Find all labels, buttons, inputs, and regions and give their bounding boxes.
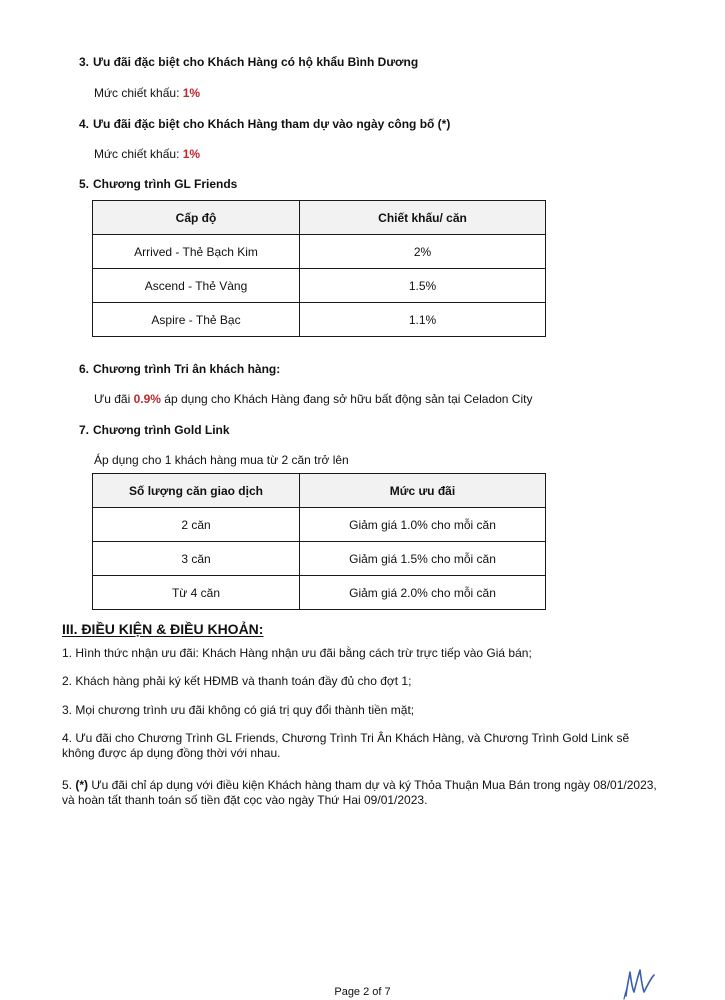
table-header-row <box>93 474 546 508</box>
item-4-number: 4. <box>79 117 90 131</box>
table-cell: 2 căn <box>93 508 300 542</box>
item-3-discount-label: Mức chiết khấu: <box>94 86 183 100</box>
condition-5 <box>62 778 662 808</box>
item-6-post: áp dụng cho Khách Hàng đang sở hữu bất động sản tại Celadon City <box>160 392 533 406</box>
table-cell: Arrived - Thẻ Bạch Kim <box>93 235 300 269</box>
table-cell: Ascend - Thẻ Vàng <box>93 269 300 303</box>
item-5-heading <box>79 177 237 191</box>
table-row <box>93 235 546 269</box>
table-header-cell: Mức ưu đãi <box>300 474 546 508</box>
table-row <box>93 542 546 576</box>
condition-2: 2. Khách hàng phải ký kết HĐMB và thanh toán đầy đủ cho đợt 1; <box>62 674 412 688</box>
item-7-title: Chương trình Gold Link <box>93 423 230 437</box>
table-header-cell: Chiết khấu/ căn <box>300 201 546 235</box>
item-4-discount <box>94 147 200 161</box>
condition-4: 4. Ưu đãi cho Chương Trình GL Friends, Chương Trình Tri Ân Khách Hàng, và Chương Trình Gold Link sẽ không được áp dụng đồng thời với nhau. <box>62 731 630 760</box>
item-6-title: Chương trình Tri ân khách hàng: <box>93 362 281 376</box>
item-6-value: 0.9% <box>133 392 161 406</box>
gl-friends-table <box>92 200 546 337</box>
item-7-heading <box>79 423 230 437</box>
item-4-discount-label: Mức chiết khấu: <box>94 147 183 161</box>
table-cell: Từ 4 căn <box>93 576 300 610</box>
item-7-number: 7. <box>79 423 90 437</box>
item-5-title: Chương trình GL Friends <box>93 177 238 191</box>
table-cell: 1.1% <box>300 303 546 337</box>
table-header-cell: Số lượng căn giao dịch <box>93 474 300 508</box>
condition-5-mark: (*) <box>75 778 89 792</box>
table-row <box>93 269 546 303</box>
condition-5-number: 5. <box>62 778 76 792</box>
table-header-cell: Cấp độ <box>93 201 300 235</box>
item-4-title: Ưu đãi đặc biệt cho Khách Hàng tham dự vào ngày công bố (*) <box>93 117 451 131</box>
item-4-heading <box>79 117 450 131</box>
gold-link-table <box>92 473 546 610</box>
table-row <box>93 508 546 542</box>
item-3-discount-value: 1% <box>182 86 201 100</box>
section-3-title: III. ĐIỀU KIỆN & ĐIỀU KHOẢN: <box>62 621 264 637</box>
item-3-heading <box>79 55 418 69</box>
condition-1: 1. Hình thức nhận ưu đãi: Khách Hàng nhận ưu đãi bằng cách trừ trực tiếp vào Giá bán; <box>62 646 532 660</box>
item-6-description <box>94 392 532 406</box>
table-cell: 2% <box>300 235 546 269</box>
table-cell: Aspire - Thẻ Bạc <box>93 303 300 337</box>
item-3-number: 3. <box>79 55 90 69</box>
item-5-number: 5. <box>79 177 90 191</box>
item-6-number: 6. <box>79 362 90 376</box>
item-7-intro: Áp dụng cho 1 khách hàng mua từ 2 căn trở lên <box>94 453 349 467</box>
table-header-row <box>93 201 546 235</box>
condition-3: 3. Mọi chương trình ưu đãi không có giá trị quy đổi thành tiền mặt; <box>62 703 415 717</box>
item-4-discount-value: 1% <box>182 147 201 161</box>
table-cell: Giảm giá 1.5% cho mỗi căn <box>300 542 546 576</box>
item-3-discount <box>94 86 200 100</box>
table-cell: Giảm giá 2.0% cho mỗi căn <box>300 576 546 610</box>
item-6-pre: Ưu đãi <box>94 392 134 406</box>
table-row <box>93 303 546 337</box>
table-cell: 1.5% <box>300 269 546 303</box>
table-cell: Giảm giá 1.0% cho mỗi căn <box>300 508 546 542</box>
item-3-title: Ưu đãi đặc biệt cho Khách Hàng có hộ khẩu Bình Dương <box>93 55 419 69</box>
page-number: Page 2 of 7 <box>334 986 391 998</box>
table-cell: 3 căn <box>93 542 300 576</box>
table-row <box>93 576 546 610</box>
item-6-heading <box>79 362 280 376</box>
condition-5-text: Ưu đãi chỉ áp dụng với điều kiện Khách hàng tham dự và ký Thỏa Thuận Mua Bán trong ngày 08/01/2023, và hoàn tất thanh toán số tiền đặt cọc vào ngày Thứ Hai 09/01/2023. <box>62 778 657 807</box>
